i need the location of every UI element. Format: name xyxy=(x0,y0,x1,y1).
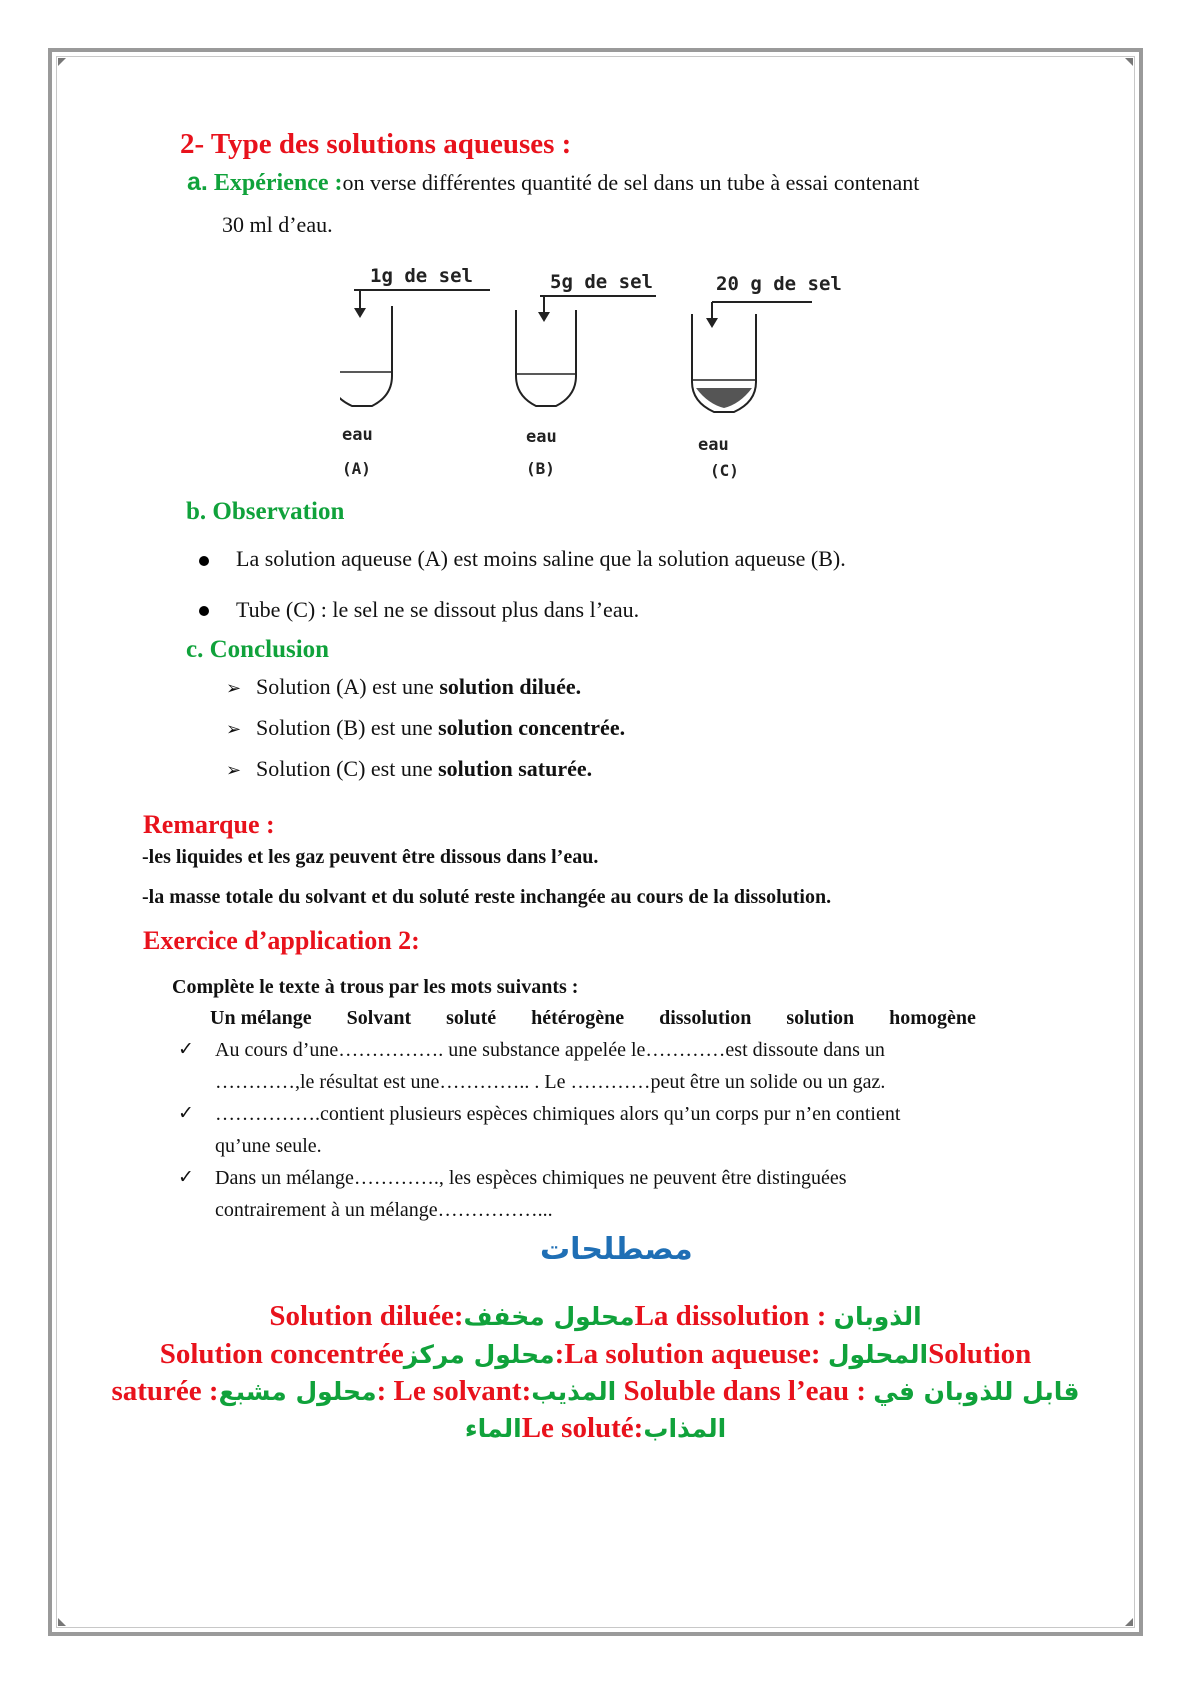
checkmark-icon: ✓ xyxy=(178,1166,194,1188)
exercise-item-2-line-1: …………….contient plusieurs espèces chimiques alors qu’un corps pur n’en contient xyxy=(215,1103,901,1125)
exercise-item-3-line-2: contrairement à un mélange……………... xyxy=(215,1199,553,1221)
glossary-line-1 xyxy=(0,1300,1191,1333)
tube-c-arrow-icon xyxy=(706,318,718,328)
bullet-icon xyxy=(199,606,209,616)
experience-line xyxy=(187,168,919,197)
tube-c-liquid-label: eau xyxy=(698,435,729,455)
glossary-translation: المذاب xyxy=(643,1414,727,1443)
arrowhead-bullet-icon: ➢ xyxy=(226,760,242,780)
glossary-term: Soluble dans l’eau : xyxy=(616,1375,874,1407)
tube-c-mass-label: 20 g de sel xyxy=(716,273,842,295)
glossary-line-2 xyxy=(0,1338,1191,1371)
word-bank-item: Un mélange xyxy=(210,1007,312,1029)
word-bank-item: Solvant xyxy=(346,1007,412,1029)
experience-label-text: Expérience : xyxy=(213,170,343,196)
glossary-term: Solution xyxy=(928,1338,1032,1370)
glossary-term: Solution concentrée xyxy=(159,1338,404,1370)
conclusion-item-2-term: solution concentrée. xyxy=(438,715,626,740)
conclusion-item-2-text: Solution (B) est une xyxy=(256,715,439,740)
conclusion-item-3 xyxy=(256,756,592,782)
tube-b xyxy=(516,271,656,478)
tube-c-label: (C) xyxy=(710,461,739,480)
tube-a xyxy=(340,265,490,478)
tube-b-arrow-icon xyxy=(538,312,550,322)
word-bank-item: hétérogène xyxy=(531,1007,625,1029)
tube-c xyxy=(692,273,842,480)
exercise-item-3-line-1: Dans un mélange…………., les espèces chimiques ne peuvent être distinguées xyxy=(215,1167,847,1189)
remarque-title: Remarque : xyxy=(143,810,275,839)
experience-text-continued: 30 ml d’eau. xyxy=(222,212,333,237)
glossary-translation: محلول مشبع xyxy=(218,1377,377,1406)
observation-title: b. Observation xyxy=(186,498,345,525)
checkmark-icon: ✓ xyxy=(178,1102,194,1124)
exercise-item-1-line-2: …………,le résultat est une………….. . Le …………peut être un solide ou un gaz. xyxy=(215,1071,886,1093)
corner-ornament-bottom-left xyxy=(58,1618,66,1626)
exercise-word-bank xyxy=(210,1007,976,1030)
glossary-term: Le soluté: xyxy=(521,1412,644,1444)
word-bank-item: solution xyxy=(786,1007,855,1029)
checkmark-icon: ✓ xyxy=(178,1038,194,1060)
experience-text: on verse différentes quantité de sel dans un tube à essai contenant xyxy=(342,170,920,195)
glossary-translation: محلول مركز xyxy=(403,1340,555,1369)
exercise-item-2-line-2: qu’une seule. xyxy=(215,1135,322,1157)
tube-a-label: (A) xyxy=(342,459,371,478)
arrowhead-bullet-icon: ➢ xyxy=(226,719,242,739)
section-title: 2- Type des solutions aqueuses : xyxy=(180,128,572,160)
tube-c-salt-deposit xyxy=(696,388,752,408)
arrowhead-bullet-icon: ➢ xyxy=(226,678,242,698)
glossary-term: :La solution aqueuse: xyxy=(554,1338,828,1370)
glossary-translation: المحلول xyxy=(827,1340,929,1369)
conclusion-item-1 xyxy=(256,674,581,700)
experience-letter: a. xyxy=(187,168,208,196)
experience-label xyxy=(187,170,342,196)
terms-title: مصطلحات xyxy=(540,1232,693,1267)
glossary-term: : Le solvant: xyxy=(376,1375,532,1407)
tube-a-liquid-label: eau xyxy=(342,425,373,445)
bullet-icon xyxy=(199,556,209,566)
conclusion-item-3-term: solution saturée. xyxy=(438,756,593,781)
glossary-translation: المذيب xyxy=(531,1377,617,1406)
glossary-translation: الماء xyxy=(464,1414,522,1443)
conclusion-item-1-term: solution diluée. xyxy=(439,674,582,699)
remarque-line-2: -la masse totale du solvant et du soluté reste inchangée au cours de la dissolution. xyxy=(142,886,832,908)
corner-ornament-top-right xyxy=(1125,58,1133,66)
word-bank-item: soluté xyxy=(446,1007,497,1029)
corner-ornament-top-left xyxy=(58,58,66,66)
tube-b-glass xyxy=(516,310,576,406)
experiment-figure xyxy=(340,262,920,484)
glossary-translation: قابل للذوبان في xyxy=(873,1377,1080,1406)
remarque-line-1: -les liquides et les gaz peuvent être dissous dans l’eau. xyxy=(142,846,599,868)
word-bank-item: dissolution xyxy=(659,1007,752,1029)
tube-a-mass-label: 1g de sel xyxy=(370,265,473,287)
exercise-item-1-line-1: Au cours d’une……………. une substance appelée le…………est dissoute dans un xyxy=(215,1039,885,1061)
glossary-term: saturée : xyxy=(111,1375,219,1407)
tube-a-arrow-icon xyxy=(354,308,366,318)
glossary-term: Solution diluée: xyxy=(269,1300,464,1332)
glossary-line-4 xyxy=(0,1412,1191,1445)
tube-a-glass xyxy=(340,306,392,406)
glossary-term: La dissolution : xyxy=(634,1300,834,1332)
exercise-instruction: Complète le texte à trous par les mots suivants : xyxy=(172,976,579,998)
observation-item-2: Tube (C) : le sel ne se dissout plus dans l’eau. xyxy=(236,597,640,622)
tube-b-liquid-label: eau xyxy=(526,427,557,447)
word-bank-item: homogène xyxy=(889,1007,976,1029)
conclusion-item-2 xyxy=(256,715,625,741)
tube-b-label: (B) xyxy=(526,459,555,478)
corner-ornament-bottom-right xyxy=(1125,1618,1133,1626)
conclusion-item-3-text: Solution (C) est une xyxy=(256,756,439,781)
exercise-title: Exercice d’application 2: xyxy=(143,926,420,955)
conclusion-item-1-text: Solution (A) est une xyxy=(256,674,440,699)
observation-item-1: La solution aqueuse (A) est moins saline que la solution aqueuse (B). xyxy=(236,546,846,571)
glossary-translation: الذوبان xyxy=(833,1302,922,1331)
tube-b-mass-label: 5g de sel xyxy=(550,271,653,293)
glossary-line-3 xyxy=(0,1375,1191,1408)
glossary-translation: محلول مخفف xyxy=(463,1302,635,1331)
conclusion-title: c. Conclusion xyxy=(186,636,330,663)
